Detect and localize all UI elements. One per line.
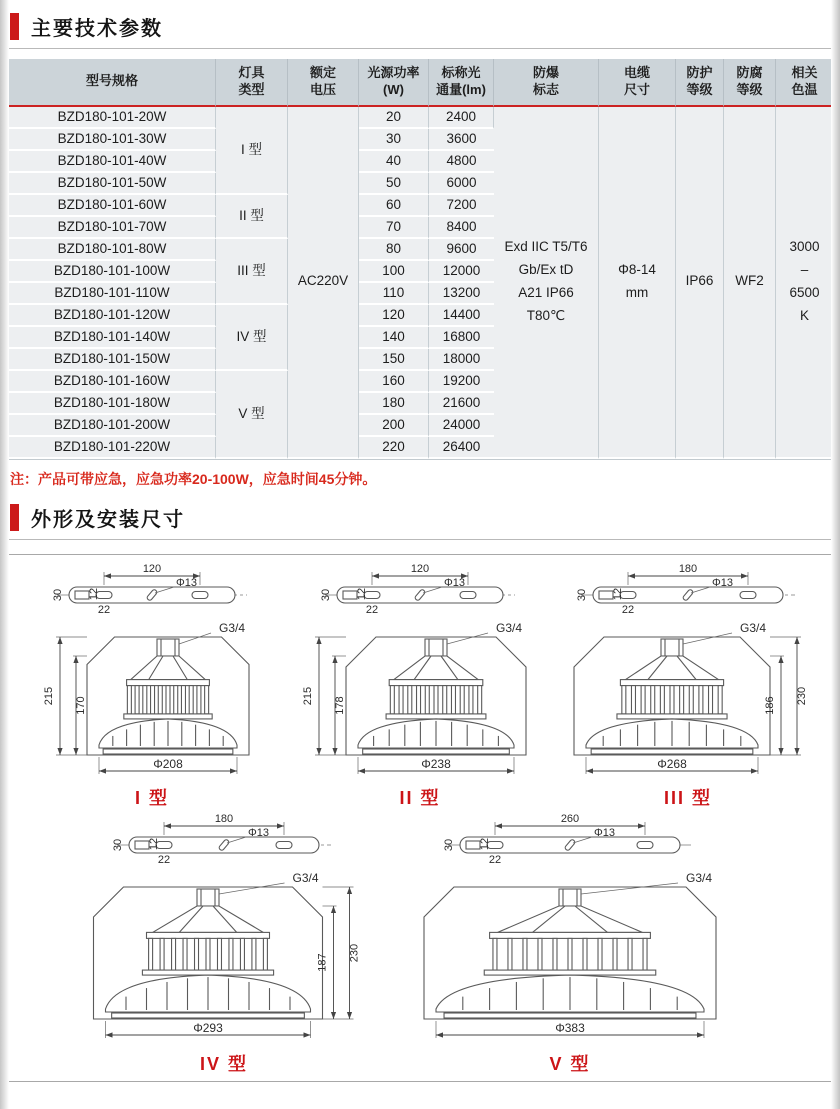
svg-text:22: 22 [621,603,635,616]
section-marker-icon [10,13,19,40]
model-cell: BZD180-101-60W [9,195,216,217]
svg-text:180: 180 [678,562,698,575]
power-cell: 220 [359,437,429,459]
model-cell: BZD180-101-70W [9,217,216,239]
svg-text:G3/4: G3/4 [685,870,712,885]
column-header-4: 标称光 通量(lm) [429,59,494,107]
drawing-3 [554,559,822,809]
lumen-cell: 19200 [429,371,494,393]
model-cell: BZD180-101-100W [9,261,216,283]
model-cell: BZD180-101-30W [9,129,216,151]
svg-text:230: 230 [796,686,808,705]
model-cell: BZD180-101-150W [9,349,216,371]
lumen-cell: 21600 [429,393,494,415]
column-header-8: 防腐 等级 [724,59,776,107]
power-cell: 30 [359,129,429,151]
cable-size-cell: Φ8-14 mm [599,107,676,459]
lumen-cell: 7200 [429,195,494,217]
power-cell: 200 [359,415,429,437]
voltage-cell: AC220V [288,107,359,459]
lumen-cell: 24000 [429,415,494,437]
lamp-outline-drawing [286,617,554,787]
lamp-outline-drawing [554,617,822,787]
lumen-cell: 12000 [429,261,494,283]
model-cell: BZD180-101-140W [9,327,216,349]
svg-text:G3/4: G3/4 [739,620,766,635]
table-note: 注：产品可带应急，应急功率20-100W，应急时间45分钟。 [10,470,377,487]
svg-text:22: 22 [157,853,171,866]
svg-text:12: 12 [356,587,368,600]
svg-text:215: 215 [43,686,55,705]
svg-text:Φ293: Φ293 [193,1020,223,1035]
svg-text:12: 12 [479,837,491,850]
drawing-caption: V 型 [549,1053,591,1074]
mounting-bracket-drawing [554,559,822,617]
lumen-cell: 9600 [429,239,494,261]
model-cell: BZD180-101-110W [9,283,216,305]
lumen-cell: 18000 [429,349,494,371]
section-title-dimensions: 外形及安装尺寸 [31,508,185,531]
mounting-bracket-drawing [74,809,374,867]
lumen-cell: 6000 [429,173,494,195]
power-cell: 140 [359,327,429,349]
svg-text:30: 30 [320,588,332,601]
column-header-7: 防护 等级 [676,59,724,107]
drawing-2 [286,559,554,809]
drawing-caption: IV 型 [199,1053,248,1074]
column-header-5: 防爆 标志 [494,59,599,107]
svg-text:Φ13: Φ13 [444,576,466,589]
column-header-3: 光源功率 (W) [359,59,429,107]
column-header-1: 灯具 类型 [216,59,288,107]
lumen-cell: 13200 [429,283,494,305]
svg-text:180: 180 [214,812,234,825]
svg-text:120: 120 [410,562,430,575]
drawing-caption: I 型 [134,787,169,808]
power-cell: 100 [359,261,429,283]
model-cell: BZD180-101-80W [9,239,216,261]
svg-text:187: 187 [316,953,329,972]
power-cell: 60 [359,195,429,217]
power-cell: 160 [359,371,429,393]
lamp-outline-drawing [18,617,286,787]
anticorrosion-cell: WF2 [724,107,776,459]
section-marker-icon [10,504,19,531]
svg-text:170: 170 [75,696,87,715]
drawings-row-2 [9,809,831,1075]
lumen-cell: 4800 [429,151,494,173]
svg-text:120: 120 [142,562,162,575]
power-cell: 80 [359,239,429,261]
drawing-5 [374,809,766,1075]
drawing-caption: III 型 [663,787,712,808]
lamp-type-cell: V 型 [216,371,288,459]
svg-text:Φ13: Φ13 [176,576,198,589]
model-cell: BZD180-101-160W [9,371,216,393]
model-cell: BZD180-101-180W [9,393,216,415]
svg-text:Φ13: Φ13 [594,826,616,839]
power-cell: 70 [359,217,429,239]
drawing-caption: II 型 [399,787,441,808]
svg-text:Φ238: Φ238 [421,756,451,771]
drawing-4 [74,809,374,1075]
power-cell: 20 [359,107,429,129]
mounting-bracket-drawing [286,559,554,617]
svg-text:215: 215 [302,686,314,705]
protection-cell: IP66 [676,107,724,459]
spec-table [8,59,834,460]
svg-text:G3/4: G3/4 [495,620,522,635]
model-cell: BZD180-101-50W [9,173,216,195]
svg-text:12: 12 [148,837,160,850]
lumen-cell: 3600 [429,129,494,151]
svg-text:Φ268: Φ268 [657,756,687,771]
svg-text:Φ208: Φ208 [153,756,183,771]
lumen-cell: 16800 [429,327,494,349]
power-cell: 40 [359,151,429,173]
section-header-params [8,0,832,49]
dimension-drawings-box [8,554,832,1082]
mounting-bracket-drawing [374,809,766,867]
svg-text:G3/4: G3/4 [218,620,245,635]
svg-text:22: 22 [488,853,502,866]
lamp-type-cell: IV 型 [216,305,288,371]
model-cell: BZD180-101-200W [9,415,216,437]
lumen-cell: 14400 [429,305,494,327]
lamp-type-cell: I 型 [216,107,288,195]
svg-text:22: 22 [365,603,379,616]
model-cell: BZD180-101-40W [9,151,216,173]
model-cell: BZD180-101-220W [9,437,216,459]
mounting-bracket-drawing [18,559,286,617]
svg-text:230: 230 [348,943,361,962]
power-cell: 110 [359,283,429,305]
power-cell: 50 [359,173,429,195]
model-cell: BZD180-101-20W [9,107,216,129]
color-temp-cell: 3000 – 6500 K [776,107,833,459]
column-header-0: 型号规格 [9,59,216,107]
svg-text:30: 30 [112,838,124,851]
svg-text:Φ13: Φ13 [712,576,734,589]
lamp-type-cell: II 型 [216,195,288,239]
svg-text:260: 260 [560,812,580,825]
svg-text:186: 186 [764,696,776,715]
svg-text:12: 12 [88,587,100,600]
svg-text:178: 178 [334,696,346,715]
svg-text:Φ383: Φ383 [555,1020,585,1035]
table-row [9,107,833,129]
section-header-dimensions [8,491,832,540]
drawing-1 [18,559,286,809]
power-cell: 150 [359,349,429,371]
lamp-type-cell: III 型 [216,239,288,305]
svg-text:12: 12 [612,587,624,600]
power-cell: 180 [359,393,429,415]
svg-text:22: 22 [97,603,111,616]
lumen-cell: 8400 [429,217,494,239]
lamp-outline-drawing [374,867,766,1053]
drawings-row-1 [9,559,831,809]
lumen-cell: 2400 [429,107,494,129]
model-cell: BZD180-101-120W [9,305,216,327]
svg-text:30: 30 [52,588,64,601]
column-header-6: 电缆 尺寸 [599,59,676,107]
lumen-cell: 26400 [429,437,494,459]
column-header-2: 额定 电压 [288,59,359,107]
svg-text:G3/4: G3/4 [292,870,319,885]
lamp-outline-drawing [74,867,374,1053]
svg-text:30: 30 [443,838,455,851]
section-title-params: 主要技术参数 [31,18,163,40]
svg-text:30: 30 [576,588,588,601]
power-cell: 120 [359,305,429,327]
svg-text:Φ13: Φ13 [248,826,270,839]
column-header-9: 相关 色温 [776,59,833,107]
explosion-mark-cell: Exd IIC T5/T6 Gb/Ex tD A21 IP66 T80℃ [494,107,599,459]
